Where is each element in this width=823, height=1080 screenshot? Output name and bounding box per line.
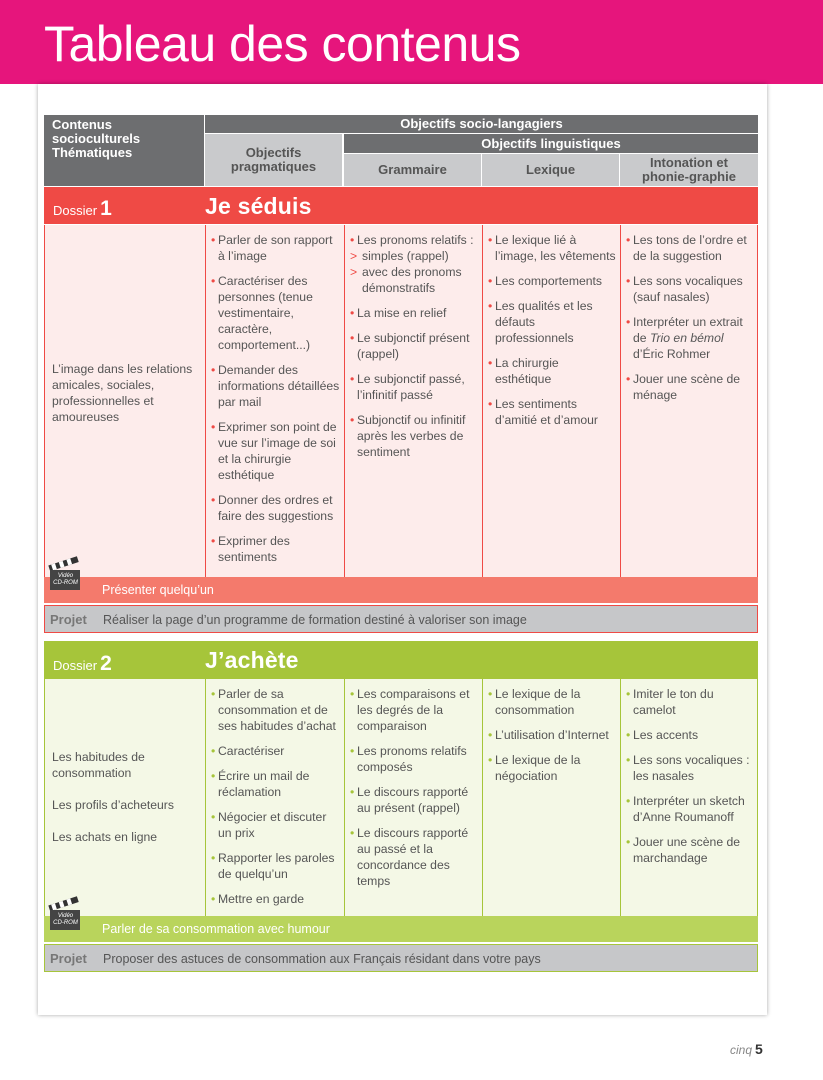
list-item: • Les sons vocaliques (sauf nasales) — [626, 274, 743, 304]
page-title: Tableau des contenus — [44, 16, 521, 72]
list-item: • Le discours rapporté au passé et la concordance des temps — [350, 826, 469, 888]
dossier-2-grammaire — [343, 679, 482, 898]
video-text: Parler de sa consommation avec humour — [102, 922, 330, 936]
dossier-1-title: Je séduis — [205, 193, 312, 219]
header-intonation: Intonation et phonie-graphie — [620, 154, 758, 186]
dossier-2-lexique — [481, 679, 620, 793]
list-item: • Les comportements — [488, 274, 603, 288]
list-item: • Les sentiments d’amitié et d’amour — [488, 397, 598, 427]
list-item: • La mise en relief — [350, 306, 447, 320]
theme-item: L’image dans les relations amicales, sociales, professionnelles et amoureuses — [52, 362, 193, 424]
list-item: • Le discours rapporté au présent (rappel) — [350, 785, 469, 815]
list-item: • Les comparaisons et les degrés de la comparaison — [350, 687, 470, 733]
page-footer — [730, 1041, 763, 1057]
list-item: • Imiter le ton du camelot — [626, 687, 714, 717]
list-item: • Caractériser des personnes (tenue vestimentaire, caractère, comportement...) — [211, 274, 313, 352]
video-cdrom-icon — [48, 896, 82, 932]
list-item: • Le subjonctif présent (rappel) — [350, 331, 470, 361]
list-item: • Donner des ordres et faire des suggestions — [211, 493, 334, 523]
list-item: • Les qualités et les défauts professionnels — [488, 299, 593, 345]
list-item: • Exprimer son point de vue sur l’image de soi et la chirurgie esthétique — [211, 420, 337, 482]
video-badge: Vidéo CD-ROM — [53, 913, 78, 926]
list-item: • Écrire un mail de réclamation — [211, 769, 310, 799]
list-item: • L’utilisation d’Internet — [488, 728, 609, 742]
dossier-1-grammaire — [343, 225, 482, 469]
dossier-1-lexique — [481, 225, 620, 437]
dossier-2-projet-strip — [44, 944, 758, 972]
dossier-1-pragmatiques — [204, 225, 344, 574]
list-item: • Jouer une scène de marchandage — [626, 835, 741, 865]
theme-item: Les habitudes de consommation — [52, 750, 145, 780]
list-item: • Les sons vocaliques : les nasales — [626, 753, 750, 783]
list-item: • Parler de son rapport à l’image — [211, 233, 333, 263]
list-item: • Le lexique lié à l’image, les vêtements — [488, 233, 616, 263]
page-number: 5 — [755, 1041, 763, 1057]
list-item: • Les pronoms relatifs composés — [350, 744, 467, 774]
dossier-2-pragmatiques — [204, 679, 344, 916]
video-text: Présenter quelqu’un — [102, 583, 214, 597]
list-item: • Mettre en garde — [211, 892, 305, 906]
header-linguistiques: Objectifs linguistiques — [344, 134, 758, 153]
list-item: • Le lexique de la négociation — [488, 753, 581, 783]
list-item: • Exprimer des sentiments — [211, 534, 290, 564]
list-item: • Interpréter un sketch d’Anne Roumanoff — [626, 794, 745, 824]
header-lexique: Lexique — [482, 154, 620, 186]
dossier-2-label: Dossier — [53, 658, 98, 673]
dossier-2-bar — [44, 641, 758, 679]
projet-label: Projet — [50, 951, 87, 966]
list-item: • Les tons de l’ordre et de la suggestion — [626, 233, 747, 263]
list-item: • Jouer une scène de ménage — [626, 372, 741, 402]
dossier-1-projet-strip — [44, 605, 758, 633]
list-item: • Subjonctif ou infinitif après les verbes de sentiment — [350, 413, 466, 459]
list-item: • Interpréter un extrait de Trio en bémol d’Éric Rohmer — [626, 315, 743, 361]
dossier-2-number: 2 — [100, 652, 112, 675]
dossier-1-intonation — [619, 225, 758, 412]
dossier-1-label: Dossier — [53, 203, 98, 218]
dossier-2-video-strip — [44, 916, 758, 942]
list-item: • La chirurgie esthétique — [488, 356, 559, 386]
video-cdrom-icon — [48, 556, 82, 592]
video-badge: Vidéo CD-ROM — [53, 573, 78, 586]
list-item: • Les pronoms relatifs : > simples (rappel) > avec des pronoms démonstratifs — [350, 233, 474, 295]
dossier-1-bar — [44, 187, 758, 224]
list-item: • Caractériser — [211, 744, 285, 758]
list-item: • Rapporter les paroles de quelqu’un — [211, 851, 335, 881]
list-item: • Le subjonctif passé, l’infinitif passé — [350, 372, 465, 402]
header-col-themes: Contenus socioculturels Thématiques — [44, 115, 205, 186]
theme-item: Les profils d’acheteurs — [52, 798, 174, 812]
list-item: • Négocier et discuter un prix — [211, 810, 327, 840]
dossier-2-themes — [44, 749, 204, 845]
projet-text: Réaliser la page d’un programme de formation destiné à valoriser son image — [103, 613, 527, 627]
list-item: • Le lexique de la consommation — [488, 687, 581, 717]
page-word: cinq — [730, 1043, 753, 1057]
theme-item: Les achats en ligne — [52, 830, 158, 844]
header-grammaire: Grammaire — [344, 154, 482, 186]
header-pragmatiques: Objectifs pragmatiques — [205, 134, 343, 186]
list-item: • Parler de sa consommation et de ses habitudes d’achat — [211, 687, 336, 733]
dossier-1-video-strip — [44, 577, 758, 603]
header-socio: Objectifs socio-langagiers — [205, 115, 758, 133]
list-item: • Demander des informations détaillées par mail — [211, 363, 340, 409]
projet-text: Proposer des astuces de consommation aux Français résidant dans votre pays — [103, 952, 541, 966]
dossier-2-title: J’achète — [205, 647, 299, 673]
projet-label: Projet — [50, 612, 87, 627]
list-item: • Les accents — [626, 728, 699, 742]
dossier-1-themes — [44, 361, 204, 425]
dossier-1-number: 1 — [100, 197, 112, 220]
dossier-2-intonation — [619, 679, 758, 875]
